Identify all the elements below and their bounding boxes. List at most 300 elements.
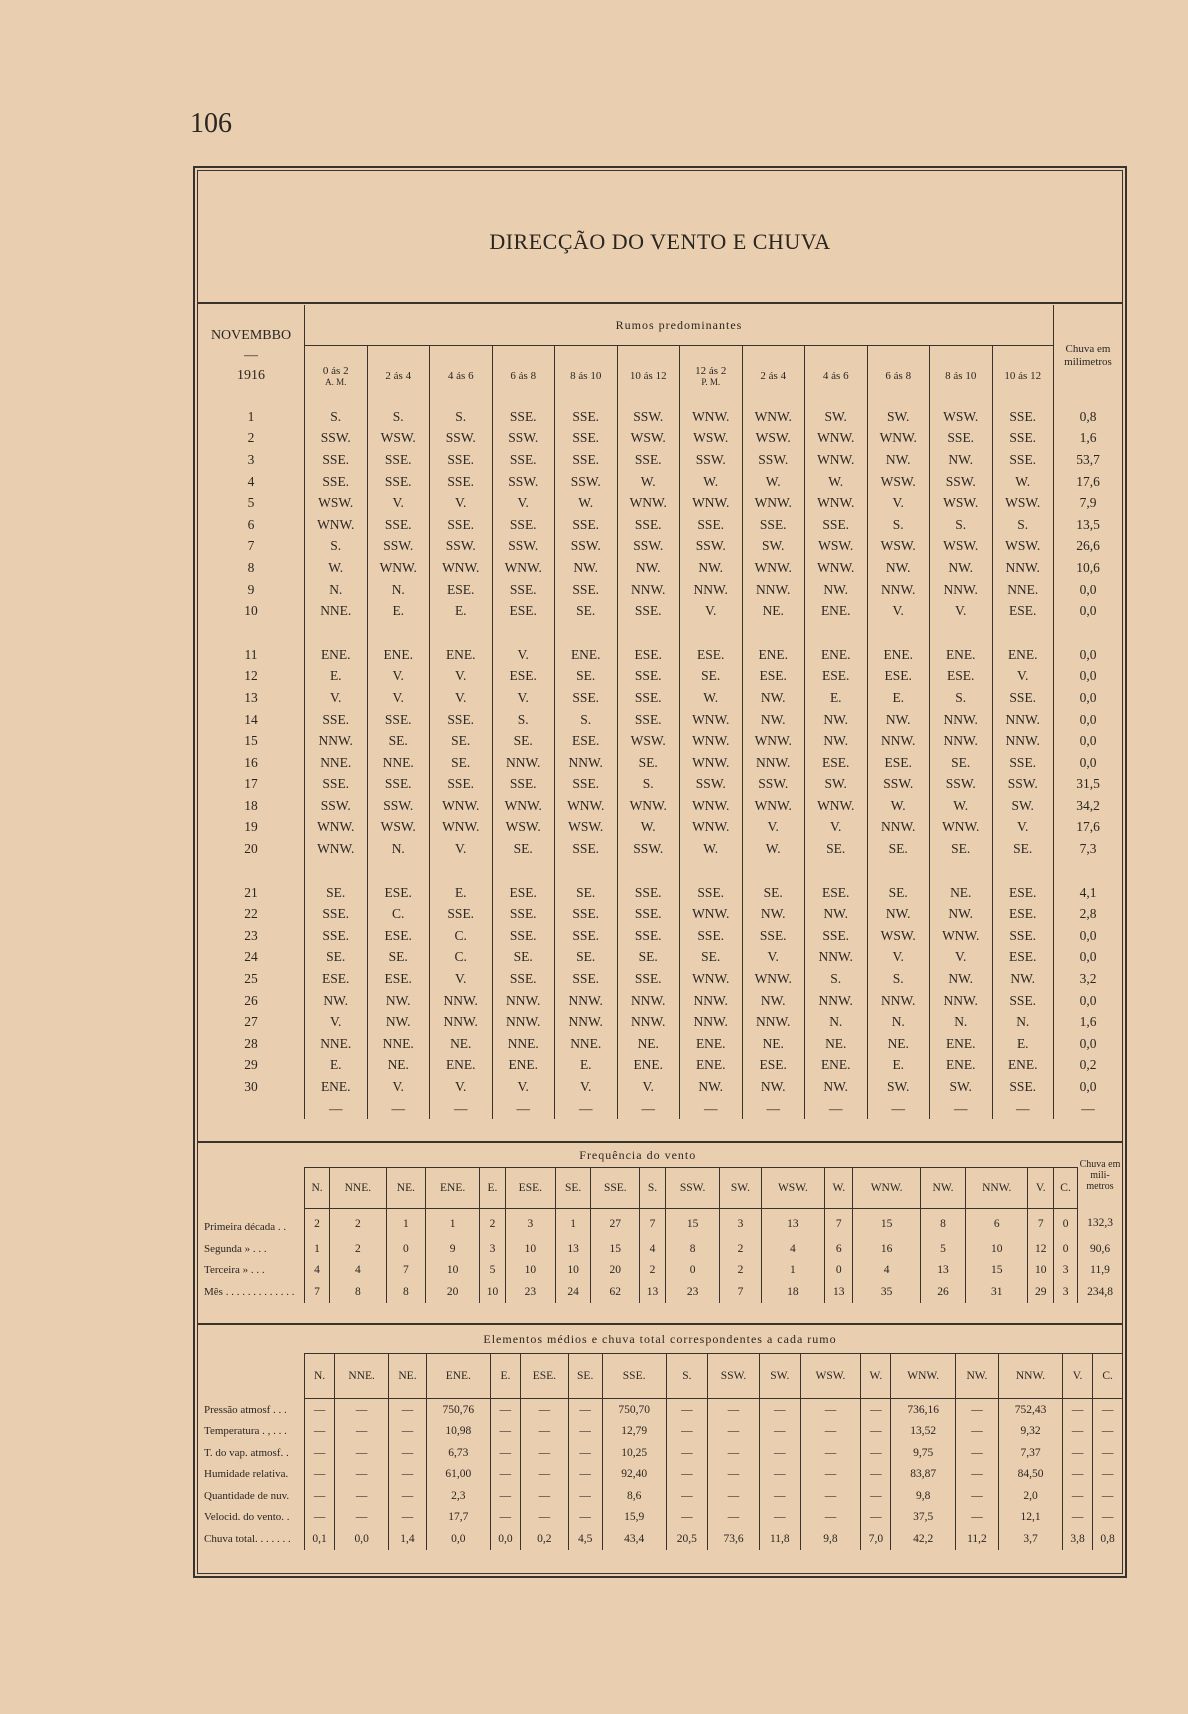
freq-value: 15 <box>665 1209 719 1239</box>
day-cell: 19 <box>198 817 305 839</box>
wind-cell: NNW. <box>867 990 930 1012</box>
frequency-header: Frequência do vento <box>198 1142 1078 1168</box>
period-label: 4 ás 6 <box>447 370 474 382</box>
wind-cell: NNW. <box>555 752 618 774</box>
rain-cell: 1,6 <box>1079 430 1097 446</box>
wind-cell: SE. <box>492 947 555 969</box>
wind-cell: WNW. <box>680 406 743 428</box>
freq-value: 7 <box>640 1209 666 1239</box>
period-header <box>617 346 680 407</box>
spacer-cell <box>555 860 618 882</box>
table-row <box>198 687 1122 709</box>
elements-row <box>198 1442 1122 1464</box>
period-header <box>805 346 868 407</box>
day-cell: 18 <box>198 795 305 817</box>
wind-cell: SSW. <box>742 774 805 796</box>
wind-cell: SSE. <box>680 925 743 947</box>
wind-cell: WNW. <box>617 795 680 817</box>
elements-value: 37,5 <box>891 1507 955 1529</box>
wind-cell: WNW. <box>680 730 743 752</box>
period-label: 10 ás 12 <box>1004 370 1042 382</box>
wind-cell: NNE. <box>992 579 1054 601</box>
wind-cell: W. <box>617 817 680 839</box>
spacer-cell <box>867 860 930 882</box>
dash-cell: — <box>992 1098 1054 1120</box>
wind-cell: E. <box>305 666 368 688</box>
wind-cell: NNW. <box>430 1011 493 1033</box>
elements-value: — <box>955 1442 998 1464</box>
dash-cell: — <box>617 1098 680 1120</box>
freq-value: 13 <box>920 1260 965 1282</box>
wind-cell: SSE. <box>555 968 618 990</box>
wind-cell: SSE. <box>430 774 493 796</box>
day-cell: 3 <box>198 449 305 471</box>
wind-cell: SW. <box>867 406 930 428</box>
wind-cell: V. <box>992 817 1054 839</box>
freq-column-header: SE. <box>555 1168 591 1209</box>
wind-cell: V. <box>867 492 930 514</box>
wind-cell: ENE. <box>492 1055 555 1077</box>
elements-value: 0,1 <box>305 1528 335 1550</box>
elements-column-header: C. <box>1093 1354 1122 1399</box>
wind-cell: S. <box>430 406 493 428</box>
wind-cell: NNW. <box>867 817 930 839</box>
wind-cell: SSE. <box>805 514 868 536</box>
freq-value: 7 <box>825 1209 853 1239</box>
period-header <box>680 346 743 407</box>
wind-cell: SE. <box>492 730 555 752</box>
elements-value: — <box>1063 1399 1093 1421</box>
elements-row-label: Velocid. do vento. . <box>198 1507 305 1529</box>
elements-column-header: NW. <box>955 1354 998 1399</box>
day-cell: 1 <box>198 406 305 428</box>
wind-cell: NNW. <box>555 1011 618 1033</box>
spacer-cell <box>555 622 618 644</box>
wind-cell: NW. <box>805 709 868 731</box>
wind-cell: ESE. <box>930 666 993 688</box>
freq-value: 0 <box>665 1260 719 1282</box>
spacer-cell <box>367 622 430 644</box>
wind-cell: W. <box>680 687 743 709</box>
wind-cell: ENE. <box>992 644 1054 666</box>
wind-cell: SSW. <box>492 428 555 450</box>
wind-cell: WSW. <box>492 817 555 839</box>
spacer-cell <box>867 622 930 644</box>
elements-value: 736,16 <box>891 1399 955 1421</box>
wind-cell: WSW. <box>867 536 930 558</box>
freq-value: 90,6 <box>1089 1242 1111 1255</box>
spacer-cell <box>305 622 368 644</box>
freq-value: 1 <box>386 1209 426 1239</box>
elements-value: — <box>708 1507 760 1529</box>
wind-cell: SSE. <box>680 514 743 536</box>
wind-cell: ENE. <box>742 644 805 666</box>
elements-value: 12,79 <box>602 1421 666 1443</box>
wind-cell: SW. <box>992 795 1054 817</box>
freq-value: 26 <box>920 1281 965 1303</box>
elements-value: — <box>708 1399 760 1421</box>
wind-cell: WNW. <box>805 449 868 471</box>
elements-value: — <box>521 1399 569 1421</box>
elements-value: — <box>490 1485 520 1507</box>
wind-cell: WSW. <box>930 536 993 558</box>
wind-cell: ESE. <box>617 644 680 666</box>
wind-cell: SSE. <box>367 449 430 471</box>
elements-value: 4,5 <box>568 1528 602 1550</box>
wind-cell: WNW. <box>742 730 805 752</box>
wind-cell: NW. <box>742 709 805 731</box>
wind-cell: SSW. <box>305 795 368 817</box>
wind-cell: SSE. <box>992 687 1054 709</box>
wind-cell: SE. <box>680 666 743 688</box>
wind-cell: ESE. <box>367 925 430 947</box>
wind-cell: NNW. <box>930 709 993 731</box>
freq-value: 4 <box>853 1260 921 1282</box>
wind-cell: SE. <box>305 882 368 904</box>
wind-cell: ENE. <box>367 644 430 666</box>
period-label: 2 ás 4 <box>760 370 787 382</box>
freq-value: 234,8 <box>1087 1285 1113 1298</box>
wind-cell: WSW. <box>992 536 1054 558</box>
wind-cell: NNE. <box>492 1033 555 1055</box>
freq-row-label: Mês . . . . . . . . . . . . . <box>198 1281 305 1303</box>
wind-cell: V. <box>930 947 993 969</box>
day-cell: 10 <box>198 600 305 622</box>
elements-value: — <box>861 1485 891 1507</box>
wind-cell: V. <box>680 600 743 622</box>
freq-value: 15 <box>591 1238 640 1260</box>
rain-cell: 0,0 <box>1079 1035 1097 1051</box>
freq-column-header: N. <box>305 1168 330 1209</box>
wind-cell: NE. <box>367 1055 430 1077</box>
elements-value: — <box>955 1507 998 1529</box>
table-row <box>198 752 1122 774</box>
freq-value: 13 <box>825 1281 853 1303</box>
wind-cell: SE. <box>617 947 680 969</box>
wind-cell: NNW. <box>742 1011 805 1033</box>
wind-cell: V. <box>367 1076 430 1098</box>
wind-cell: ENE. <box>930 1033 993 1055</box>
wind-cell: WSW. <box>930 406 993 428</box>
wind-cell: E. <box>867 687 930 709</box>
period-header <box>742 346 805 407</box>
freq-value: 3 <box>480 1238 506 1260</box>
dash-cell: — <box>367 1098 430 1120</box>
wind-cell: NW. <box>742 990 805 1012</box>
rain-cell: 0,0 <box>1079 949 1097 965</box>
freq-value: 3 <box>720 1209 761 1239</box>
wind-cell: SE. <box>430 752 493 774</box>
freq-column-header: C. <box>1054 1168 1078 1209</box>
day-cell: 13 <box>198 687 305 709</box>
wind-cell: WNW. <box>430 817 493 839</box>
table-row <box>198 817 1122 839</box>
elements-value: — <box>490 1442 520 1464</box>
wind-cell: V. <box>930 600 993 622</box>
freq-value: 2 <box>640 1260 666 1282</box>
wind-cell: ESE. <box>492 882 555 904</box>
wind-cell: S. <box>617 774 680 796</box>
freq-row <box>198 1281 1122 1303</box>
elements-value: 61,00 <box>426 1464 490 1486</box>
spacer-cell <box>617 860 680 882</box>
wind-cell: NW. <box>742 1076 805 1098</box>
wind-cell: ENE. <box>430 644 493 666</box>
elements-value: — <box>568 1399 602 1421</box>
elements-column-header: NNW. <box>999 1354 1063 1399</box>
rain-cell: 4,1 <box>1079 884 1097 900</box>
spacer-cell <box>617 622 680 644</box>
freq-column-header: SSW. <box>665 1168 719 1209</box>
wind-cell: WNW. <box>805 492 868 514</box>
elements-column-header: ESE. <box>521 1354 569 1399</box>
freq-value: 10 <box>505 1260 555 1282</box>
wind-cell: WNW. <box>680 795 743 817</box>
table-row <box>198 644 1122 666</box>
wind-cell: WSW. <box>930 492 993 514</box>
wind-cell: WNW. <box>742 557 805 579</box>
table-row <box>198 838 1122 860</box>
wind-cell: WSW. <box>367 817 430 839</box>
wind-cell: SSE. <box>430 903 493 925</box>
wind-cell: SSE. <box>992 990 1054 1012</box>
spacer-row <box>198 860 1122 882</box>
rain-cell: 17,6 <box>1076 819 1100 835</box>
wind-direction-table <box>198 305 1122 1119</box>
elements-value: — <box>861 1421 891 1443</box>
wind-cell: V. <box>805 817 868 839</box>
period-label: 6 ás 8 <box>885 370 912 382</box>
elements-value: — <box>708 1421 760 1443</box>
spacer-cell <box>430 860 493 882</box>
wind-cell: ESE. <box>867 752 930 774</box>
freq-value: 13 <box>640 1281 666 1303</box>
wind-cell: SE. <box>555 666 618 688</box>
elements-value: — <box>1063 1507 1093 1529</box>
wind-cell: SSW. <box>367 795 430 817</box>
elements-value: — <box>1101 1489 1114 1502</box>
elements-value: — <box>389 1485 427 1507</box>
wind-cell: NNW. <box>992 709 1054 731</box>
wind-cell: S. <box>555 709 618 731</box>
wind-cell: SSE. <box>992 406 1054 428</box>
wind-cell: ESE. <box>367 968 430 990</box>
wind-cell: SW. <box>805 406 868 428</box>
wind-cell: SSE. <box>617 514 680 536</box>
wind-cell: W. <box>305 557 368 579</box>
wind-cell: NW. <box>867 449 930 471</box>
period-label: 10 ás 12 <box>629 370 667 382</box>
wind-cell: W. <box>930 795 993 817</box>
rain-cell: 0,2 <box>1079 1057 1097 1073</box>
wind-cell: WNW. <box>680 968 743 990</box>
table-row <box>198 1055 1122 1077</box>
elements-value: — <box>800 1485 861 1507</box>
freq-value: 15 <box>853 1209 921 1239</box>
table-frame-inner <box>197 170 1123 1574</box>
wind-cell: SSW. <box>867 774 930 796</box>
wind-cell: SSE. <box>492 579 555 601</box>
wind-cell: SSE. <box>367 514 430 536</box>
rain-cell: 0,8 <box>1079 408 1097 424</box>
elements-value: — <box>1063 1485 1093 1507</box>
wind-cell: NE. <box>742 1033 805 1055</box>
freq-value: 11,9 <box>1090 1264 1110 1277</box>
elements-value: — <box>1063 1421 1093 1443</box>
day-cell: 11 <box>198 644 305 666</box>
elements-value: 3,7 <box>999 1528 1063 1550</box>
freq-column-header: NE. <box>386 1168 426 1209</box>
wind-cell: SSE. <box>617 687 680 709</box>
elements-row <box>198 1421 1122 1443</box>
wind-cell: NNE. <box>555 1033 618 1055</box>
wind-cell: E. <box>867 1055 930 1077</box>
wind-cell: SSE. <box>305 449 368 471</box>
day-cell: 24 <box>198 947 305 969</box>
table-row <box>198 795 1122 817</box>
freq-value: 5 <box>480 1260 506 1282</box>
elements-value: — <box>955 1464 998 1486</box>
wind-cell: WNW. <box>867 428 930 450</box>
table-row <box>198 514 1122 536</box>
freq-value: 20 <box>426 1281 480 1303</box>
period-header <box>430 346 493 407</box>
wind-cell: NNE. <box>305 1033 368 1055</box>
dash-cell: — <box>305 1098 368 1120</box>
elements-row <box>198 1507 1122 1529</box>
elements-value: — <box>861 1442 891 1464</box>
wind-cell: S. <box>930 687 993 709</box>
wind-cell: WNW. <box>805 428 868 450</box>
period-header <box>867 346 930 407</box>
elements-column-header: SE. <box>568 1354 602 1399</box>
elements-value: — <box>305 1421 335 1443</box>
rain-cell: 7,3 <box>1079 841 1097 857</box>
day-cell: 2 <box>198 428 305 450</box>
freq-value: 1 <box>555 1209 591 1239</box>
wind-cell: E. <box>992 1033 1054 1055</box>
wind-cell: ESE. <box>430 579 493 601</box>
wind-cell: SE. <box>992 838 1054 860</box>
table-row <box>198 536 1122 558</box>
freq-value: 2 <box>720 1260 761 1282</box>
spacer-cell <box>742 622 805 644</box>
spacer-cell <box>367 860 430 882</box>
rain-cell: 0,0 <box>1079 733 1097 749</box>
wind-cell: C. <box>430 925 493 947</box>
wind-cell: SW. <box>930 1076 993 1098</box>
dash-cell: — <box>742 1098 805 1120</box>
wind-cell: NNW. <box>867 730 930 752</box>
wind-cell: NW. <box>805 1076 868 1098</box>
table-row <box>198 730 1122 752</box>
elements-value: — <box>760 1421 801 1443</box>
wind-cell: SE. <box>617 752 680 774</box>
wind-cell: N. <box>867 1011 930 1033</box>
freq-row-label: Segunda » . . . <box>198 1238 305 1260</box>
wind-cell: V. <box>305 687 368 709</box>
elements-value: 12,1 <box>999 1507 1063 1529</box>
freq-value: 8 <box>920 1209 965 1239</box>
wind-cell: SE. <box>555 882 618 904</box>
rain-cell: 0,0 <box>1079 992 1097 1008</box>
rain-header: Chuva em milimetros <box>1064 342 1112 368</box>
wind-cell: SSW. <box>930 471 993 493</box>
wind-cell: NE. <box>930 882 993 904</box>
table-row <box>198 1011 1122 1033</box>
rain-cell: 3,2 <box>1079 971 1097 987</box>
wind-cell: SE. <box>680 947 743 969</box>
wind-cell: W. <box>992 471 1054 493</box>
wind-cell: ENE. <box>930 1055 993 1077</box>
elements-value: 0,8 <box>1100 1532 1115 1545</box>
freq-value: 0 <box>386 1238 426 1260</box>
elements-header: Elementos médios e chuva total correspondentes a cada rumo <box>198 1324 1122 1354</box>
wind-cell: ESE. <box>742 666 805 688</box>
freq-column-header: W. <box>825 1168 853 1209</box>
wind-cell: V. <box>492 1076 555 1098</box>
wind-cell: SSW. <box>617 838 680 860</box>
freq-value: 1 <box>426 1209 480 1239</box>
elements-value: — <box>708 1442 760 1464</box>
day-cell: 15 <box>198 730 305 752</box>
wind-cell: NW. <box>805 903 868 925</box>
wind-cell: WNW. <box>492 557 555 579</box>
dash-cell: — <box>555 1098 618 1120</box>
elements-value: — <box>760 1399 801 1421</box>
freq-value: 4 <box>640 1238 666 1260</box>
dash-cell <box>198 1098 305 1120</box>
wind-cell: SSW. <box>680 536 743 558</box>
elements-value: 43,4 <box>602 1528 666 1550</box>
wind-cell: N. <box>805 1011 868 1033</box>
elements-value: — <box>521 1442 569 1464</box>
wind-cell: SSE. <box>805 925 868 947</box>
wind-cell: SSW. <box>617 406 680 428</box>
wind-cell: SSE. <box>617 600 680 622</box>
freq-column-header: ENE. <box>426 1168 480 1209</box>
freq-value: 15 <box>966 1260 1028 1282</box>
elements-value: 13,52 <box>891 1421 955 1443</box>
elements-value: — <box>568 1442 602 1464</box>
elements-row <box>198 1399 1122 1421</box>
wind-cell: E. <box>430 600 493 622</box>
wind-cell: WNW. <box>430 795 493 817</box>
wind-cell: SSE. <box>617 968 680 990</box>
day-cell: 26 <box>198 990 305 1012</box>
wind-cell: SSE. <box>492 406 555 428</box>
wind-cell: NNW. <box>930 730 993 752</box>
dash-cell: — <box>805 1098 868 1120</box>
wind-cell: NW. <box>930 449 993 471</box>
wind-cell: NNW. <box>617 1011 680 1033</box>
wind-cell: NNE. <box>367 752 430 774</box>
rain-cell: 0,0 <box>1079 603 1097 619</box>
freq-value: 1 <box>305 1238 330 1260</box>
wind-cell: WNW. <box>492 795 555 817</box>
table-row <box>198 449 1122 471</box>
wind-cell: NW. <box>367 990 430 1012</box>
elements-value: 20,5 <box>666 1528 707 1550</box>
wind-cell: WNW. <box>680 903 743 925</box>
elements-value: — <box>521 1485 569 1507</box>
wind-cell: V. <box>992 666 1054 688</box>
freq-value: 3 <box>1054 1281 1078 1303</box>
wind-cell: SE. <box>305 947 368 969</box>
elements-value: 6,73 <box>426 1442 490 1464</box>
wind-cell: SE. <box>805 838 868 860</box>
elements-value: — <box>861 1507 891 1529</box>
